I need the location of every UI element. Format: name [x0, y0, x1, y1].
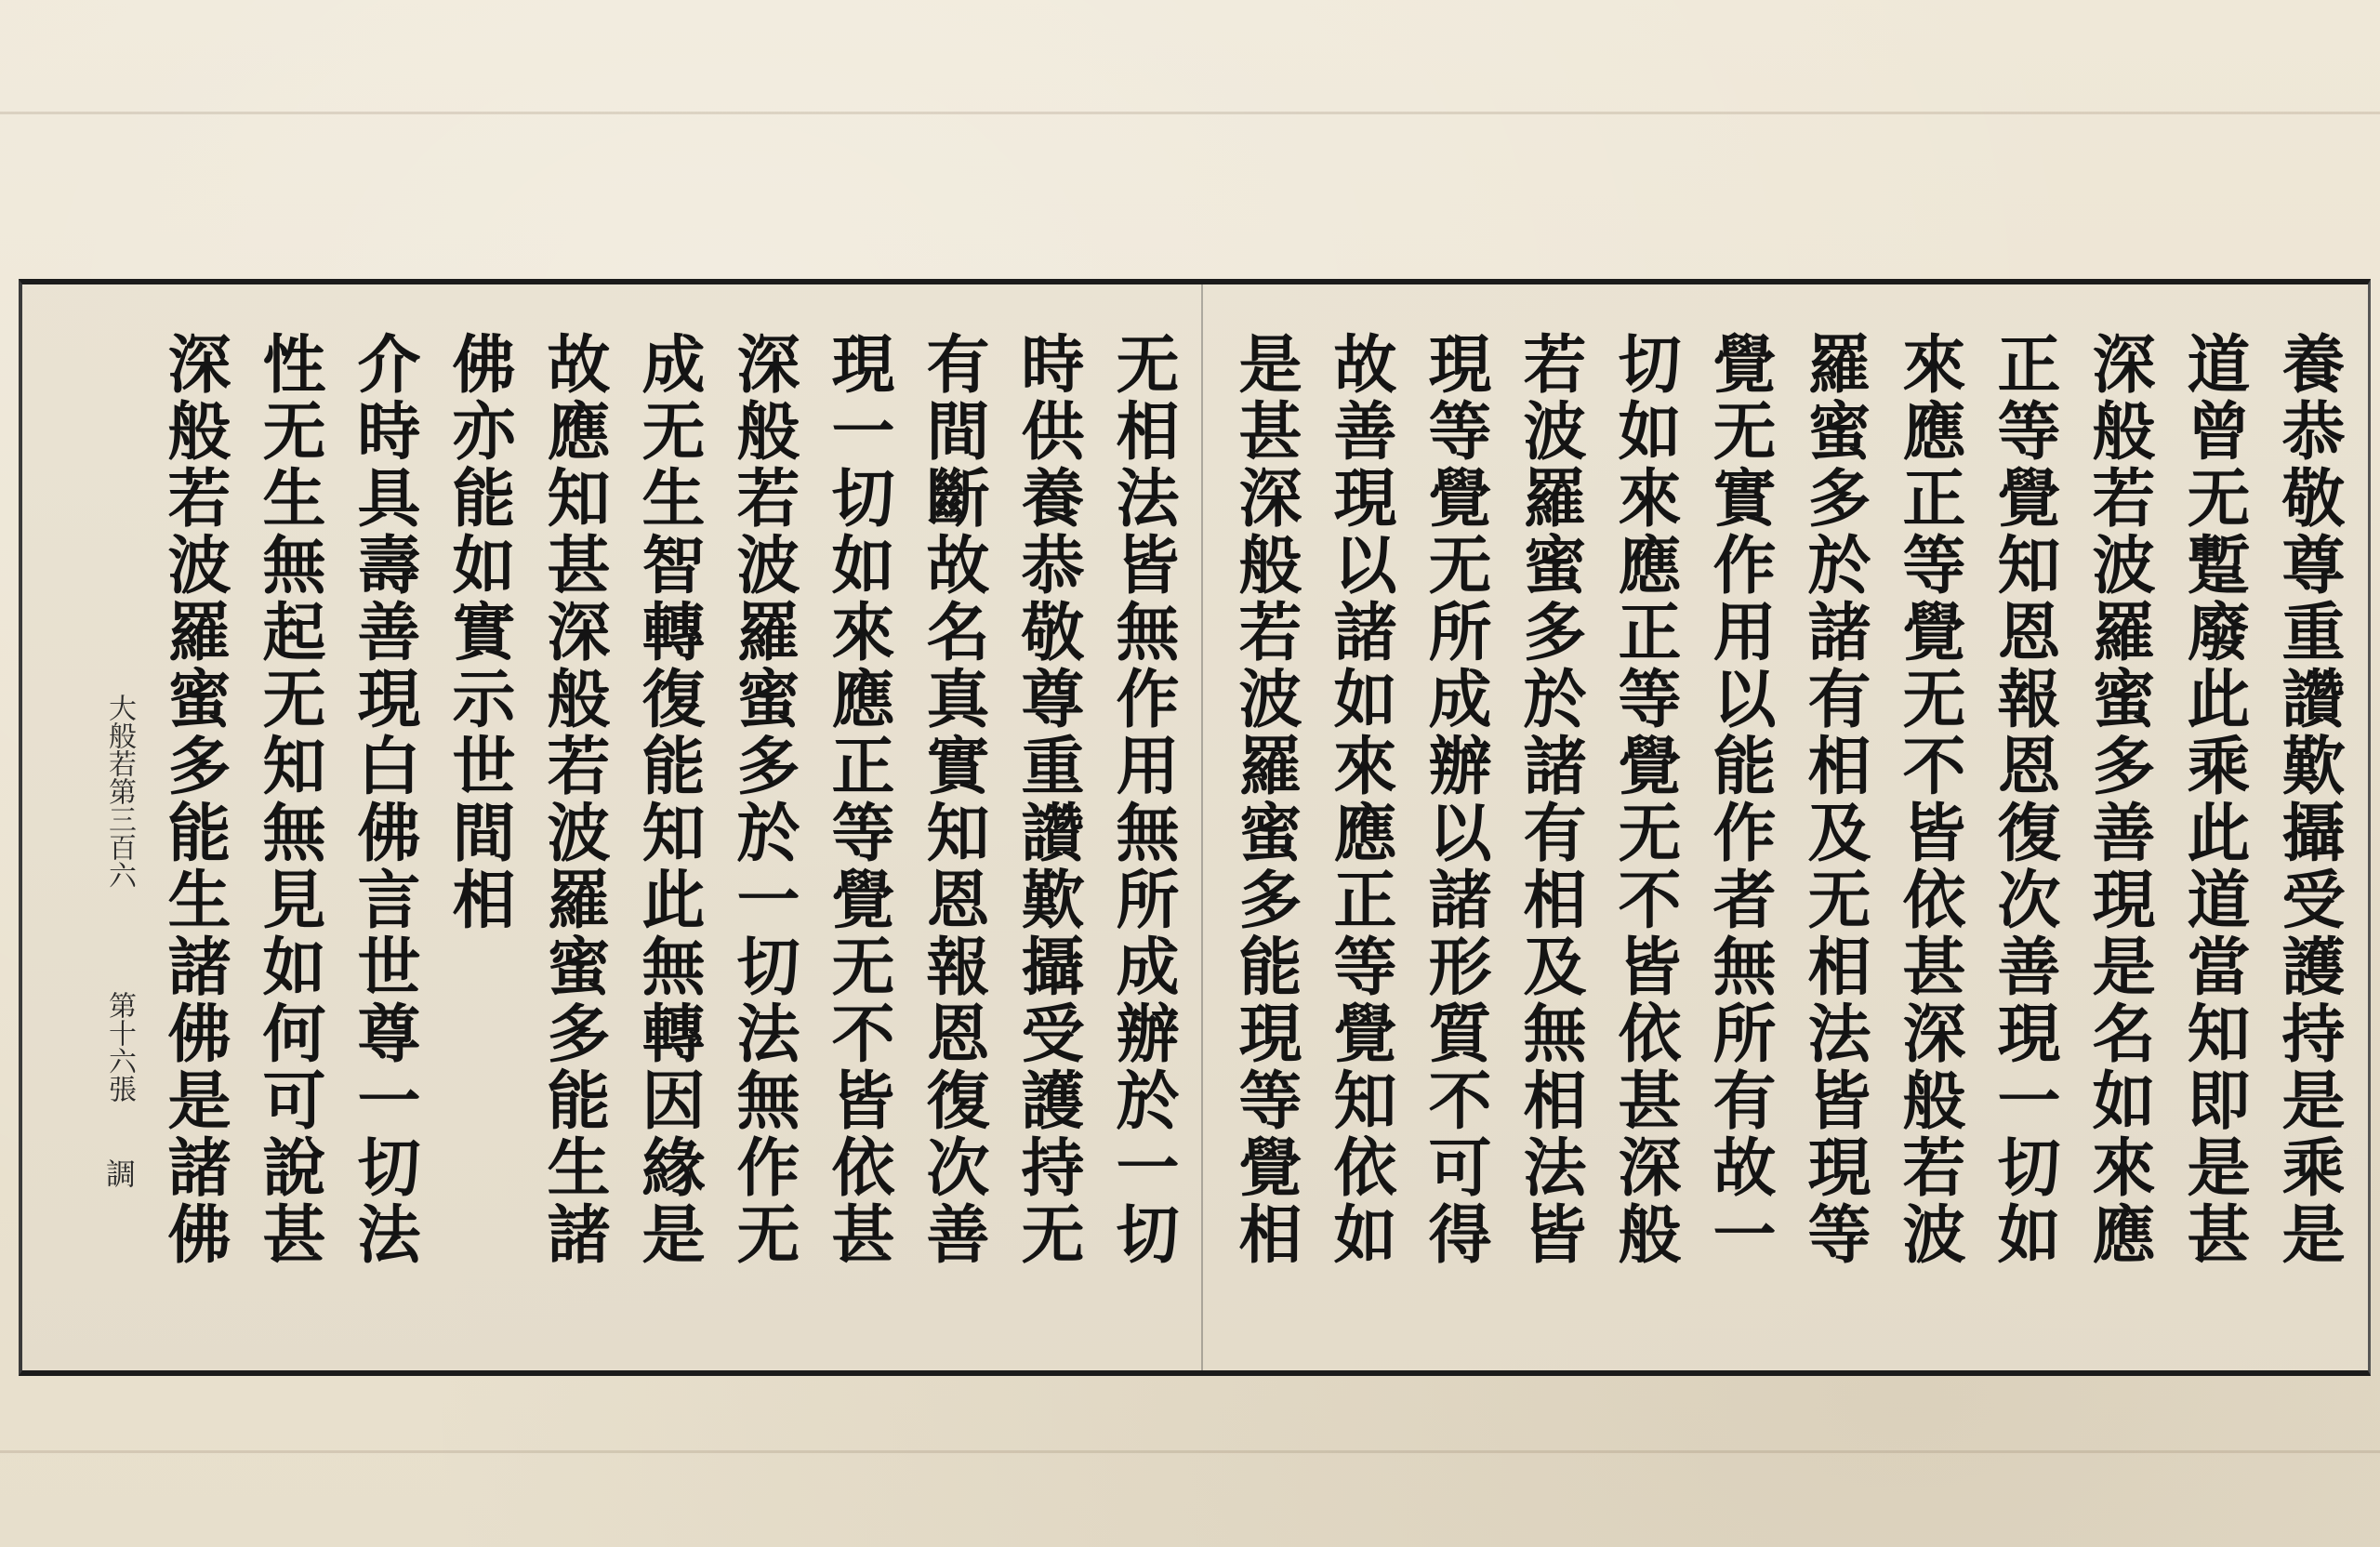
text-column: 有間斷故名真實知恩報恩復次善 [916, 331, 990, 1268]
center-rule [1201, 284, 1203, 1370]
text-column: 道曾无蹔廢此乘此道當知即是甚 [2176, 331, 2251, 1268]
text-column: 介時具壽善現白佛言世尊一切法 [347, 331, 421, 1268]
fold-line-top [0, 112, 2380, 114]
text-column: 羅蜜多於諸有相及无相法皆現等 [1797, 331, 1871, 1268]
text-column: 來應正等覺无不皆依甚深般若波 [1892, 331, 1966, 1268]
series-mark: 調 [101, 1158, 137, 1188]
text-column: 深般若波羅蜜多於一切法無作无 [726, 331, 800, 1268]
text-column: 養恭敬尊重讚歎攝受護持是乘是 [2271, 331, 2346, 1268]
text-column: 現一切如來應正等覺无不皆依甚 [821, 331, 895, 1268]
text-column: 无相法皆無作用無所成辦於一切 [1105, 331, 1180, 1268]
leaf-label: 第十六張 [103, 991, 136, 1103]
text-column: 正等覺知恩報恩復次善現一切如 [1987, 331, 2061, 1268]
printed-text-block [19, 279, 2371, 1376]
fold-line-bottom [0, 1450, 2380, 1453]
text-column: 是甚深般若波羅蜜多能現等覺相 [1228, 331, 1302, 1268]
text-column: 性无生無起无知無見如何可說甚 [252, 331, 326, 1268]
volume-label: 大般若第三百六 [103, 694, 136, 889]
text-column: 切如來應正等覺无不皆依甚深般 [1607, 331, 1682, 1268]
text-column: 故應知甚深般若波羅蜜多能生諸 [536, 331, 611, 1268]
text-column: 成无生智轉復能知此無轉因緣是 [631, 331, 706, 1268]
text-column: 深般若波羅蜜多能生諸佛是諸佛 [157, 331, 231, 1268]
text-column: 時供養恭敬尊重讚歎攝受護持无 [1011, 331, 1085, 1268]
text-column: 佛亦能如實示世間相 [442, 331, 516, 933]
text-column: 覺无實作用以能作者無所有故一 [1702, 331, 1777, 1268]
text-column: 現等覺无所成辦以諸形質不可得 [1418, 331, 1492, 1268]
text-column: 故善現以諸如來應正等覺知依如 [1323, 331, 1397, 1268]
text-column: 若波羅蜜多於諸有相及無相法皆 [1513, 331, 1587, 1268]
text-column: 深般若波羅蜜多善現是名如來應 [2082, 331, 2156, 1268]
